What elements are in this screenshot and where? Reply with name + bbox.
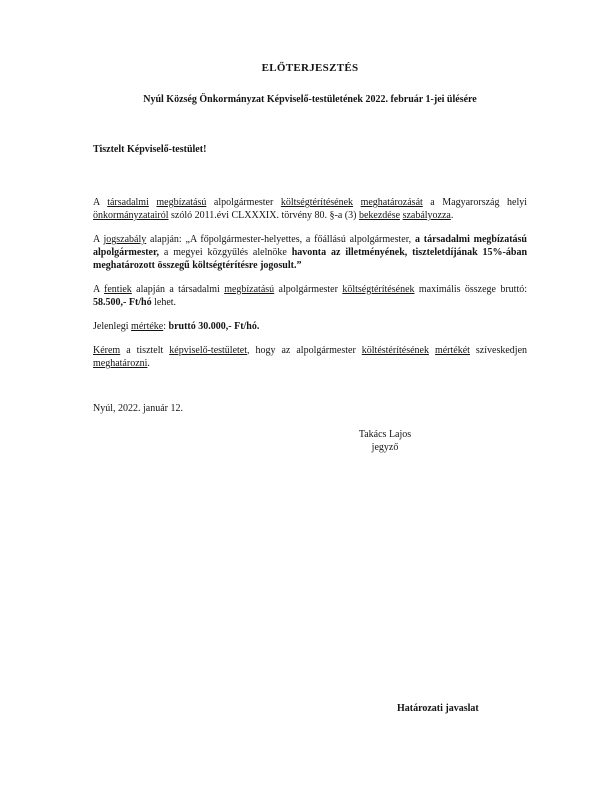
text-run: :: [163, 321, 169, 332]
text-run: alapján: „A főpolgármester-helyettes, a főállású alpolgármester,: [146, 234, 415, 245]
text-run: .: [147, 358, 150, 369]
dateline: Nyúl, 2022. január 12.: [93, 403, 183, 414]
para-legal-basis: [93, 196, 527, 222]
signature-name: Takács Lajos: [358, 429, 412, 440]
text-run: maximális összege bruttó:: [414, 284, 528, 295]
text-run: költségtérítésének: [342, 284, 415, 295]
text-run: 58.500,- Ft/hó: [93, 297, 152, 308]
text-run: [353, 197, 361, 208]
text-run: a társadalmi megbízatású alpolgármester,: [93, 234, 527, 258]
text-run: a tisztelt: [120, 345, 170, 356]
text-run: megbízatású: [224, 284, 275, 295]
signature-title: jegyző: [371, 442, 399, 453]
text-run: A: [93, 197, 108, 208]
text-run: képviselő-testületet: [169, 345, 248, 356]
text-run: bruttó 30.000,- Ft/hó.: [168, 321, 260, 332]
salutation: Tisztelt Képviselő-testület!: [93, 144, 207, 155]
text-run: a Magyarország helyi: [422, 197, 527, 208]
text-run: szíveskedjen: [469, 345, 528, 356]
text-run: a megyei közgyűlés alelnöke: [159, 247, 292, 258]
text-run: önkormányzatairól: [93, 210, 169, 221]
text-run: bekezdése: [358, 210, 401, 221]
para-current-rate: [93, 320, 527, 333]
document-title: ELŐTERJESZTÉS: [261, 62, 359, 74]
document-subtitle: Nyúl Község Önkormányzat Képviselő-testületének 2022. február 1-jei ülésére: [143, 94, 477, 105]
text-run: A: [93, 234, 104, 245]
text-run: alpolgármester: [206, 197, 281, 208]
para-law-quote: [93, 233, 527, 272]
text-run: költségtérítésének: [280, 197, 354, 208]
text-run: mértékét: [434, 345, 470, 356]
text-run: mértéke: [131, 321, 164, 332]
text-run: jogszabály: [103, 234, 147, 245]
text-run: havonta az illetményének, tiszteletdíjának 15%-ában meghatározott összegű költségtérítésre jogosult.”: [93, 247, 528, 271]
para-max-amount: [93, 283, 527, 309]
text-run: költéstérítésének: [361, 345, 429, 356]
text-run: Kérem: [93, 345, 121, 356]
text-run: lehet.: [151, 297, 177, 308]
text-run: A: [93, 284, 105, 295]
footer-heading: Határozati javaslat: [397, 703, 479, 714]
text-run: , hogy az alpolgármester: [247, 345, 362, 356]
text-run: szabályozza: [402, 210, 451, 221]
signature-block: [305, 428, 465, 454]
text-run: fentiek: [104, 284, 132, 295]
text-run: meghatározni: [93, 358, 148, 369]
text-run: Jelenlegi: [93, 321, 132, 332]
text-run: társadalmi: [107, 197, 149, 208]
text-run: meghatározását: [360, 197, 423, 208]
text-run: alpolgármester: [274, 284, 343, 295]
text-run: alapján a társadalmi: [131, 284, 225, 295]
para-request: [93, 344, 527, 370]
text-run: szóló 2011.évi CLXXXIX. törvény 80. §-a (3): [168, 210, 359, 221]
document-body: [93, 196, 527, 370]
text-run: megbízatású: [156, 197, 207, 208]
text-run: .: [450, 210, 454, 221]
